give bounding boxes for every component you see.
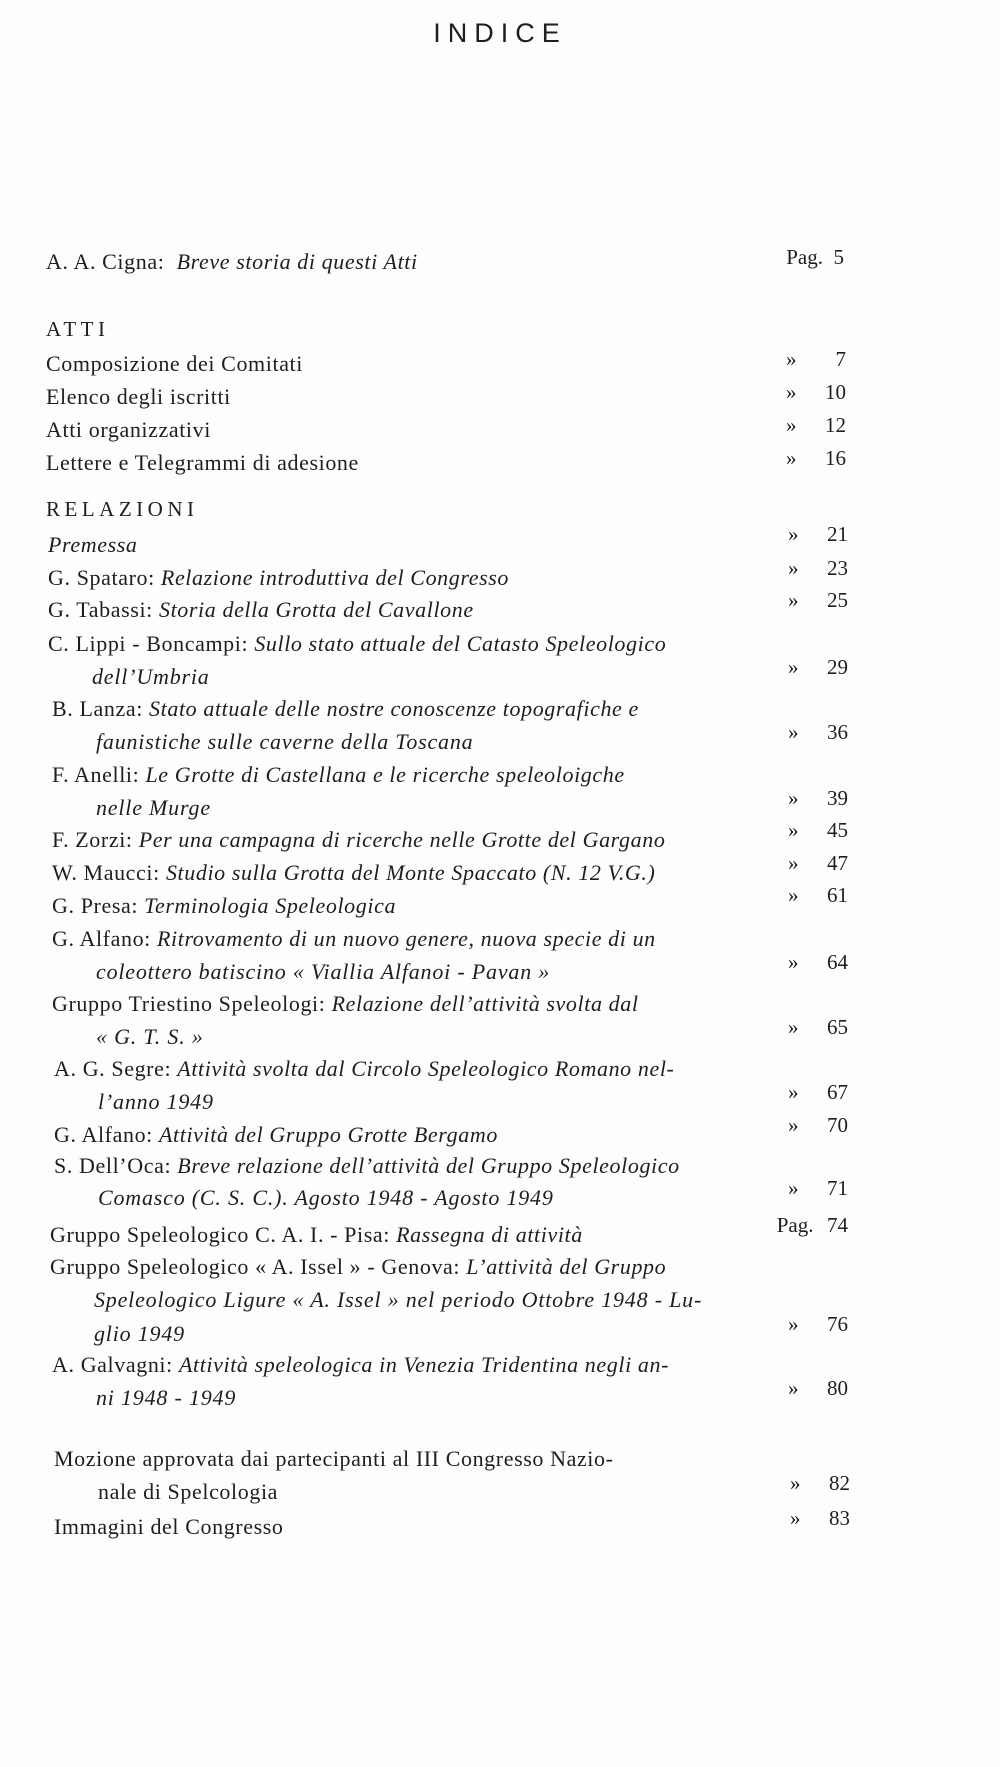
toc-entry-line xyxy=(96,1385,236,1411)
page-number: 25 xyxy=(827,588,848,612)
ditto-mark: » xyxy=(788,588,799,612)
entry-title: Breve relazione dell’attività del Gruppo Speleologico xyxy=(177,1153,680,1178)
ditto-mark: » xyxy=(788,522,799,546)
entry-title: Atti organizzativi xyxy=(46,417,211,442)
toc-entry-line xyxy=(52,762,625,788)
entry-page xyxy=(788,882,848,908)
entry-page xyxy=(788,1375,848,1401)
entry-title: Studio sulla Grotta del Monte Spaccato (N. 12 V.G.) xyxy=(165,860,656,885)
entry-author: G. Spataro: xyxy=(48,565,161,590)
entry-author: G. Alfano: xyxy=(54,1122,159,1147)
page-number: 39 xyxy=(827,786,848,810)
page-number: 64 xyxy=(827,950,848,974)
entry-author: Gruppo Triestino Speleologi: xyxy=(52,991,332,1016)
entry-title: nale di Spelcologia xyxy=(98,1479,279,1504)
entry-title: Ritrovamento di un nuovo genere, nuova specie di un xyxy=(156,926,656,951)
toc-entry-line xyxy=(52,827,665,853)
toc-entry-line xyxy=(96,729,473,755)
toc-entry-line xyxy=(54,1514,284,1540)
entry-page xyxy=(788,1112,848,1138)
entry-page xyxy=(788,555,848,581)
ditto-mark: » xyxy=(788,1176,799,1200)
toc-entry-line xyxy=(54,1153,680,1179)
entry-author: S. Dell’Oca: xyxy=(54,1153,178,1178)
page-number: 83 xyxy=(829,1506,850,1530)
page-number: 47 xyxy=(827,851,848,875)
entry-page xyxy=(788,719,848,745)
toc-entry-line xyxy=(96,959,550,985)
entry-title: Stato attuale delle nostre conoscenze topografiche e xyxy=(149,696,639,721)
entry-title: Attività svolta dal Circolo Speleologico Romano nel- xyxy=(177,1056,675,1081)
toc-entry-line xyxy=(98,1479,278,1505)
page-number: 29 xyxy=(827,655,848,679)
entry-title: coleottero batiscino « Viallia Alfanoi - Pavan » xyxy=(96,959,551,984)
page-number: 7 xyxy=(835,347,846,371)
entry-title: nelle Murge xyxy=(96,795,211,820)
toc-entry-line xyxy=(98,1089,214,1115)
entry-author: F. Anelli: xyxy=(52,762,146,787)
ditto-mark: » xyxy=(788,655,799,679)
entry-page xyxy=(786,346,846,372)
entry-author: G. Presa: xyxy=(52,893,145,918)
toc-entry-line xyxy=(48,565,509,591)
toc-entry-atti xyxy=(46,351,303,377)
ditto-mark: » xyxy=(788,556,799,580)
ditto-mark: » xyxy=(786,380,797,404)
section-heading-atti: ATTI xyxy=(46,317,110,341)
toc-entry-line xyxy=(50,1254,666,1280)
ditto-mark: » xyxy=(788,818,799,842)
toc-entry-line xyxy=(52,860,655,886)
entry-author: A. G. Segre: xyxy=(54,1056,178,1081)
page-number: 67 xyxy=(827,1080,848,1104)
toc-entry-line xyxy=(48,532,138,558)
entry-title: Attività speleologica in Venezia Tridentina negli an- xyxy=(178,1352,670,1377)
toc-entry-line xyxy=(92,664,210,690)
page-number: 5 xyxy=(833,245,844,269)
entry-page xyxy=(788,521,848,547)
entry-title: Relazione introduttiva del Congresso xyxy=(160,565,510,590)
toc-entry-line xyxy=(48,631,666,657)
page-title: INDICE xyxy=(433,18,567,48)
entry-author: G. Tabassi: xyxy=(48,597,159,622)
entry-author: Gruppo Speleologico « A. Issel » - Genova: xyxy=(50,1254,467,1279)
toc-entry-line xyxy=(50,1222,583,1248)
entry-page xyxy=(788,1175,848,1201)
entry-page xyxy=(788,817,848,843)
entry-title: Premessa xyxy=(48,532,138,557)
entry-author: Gruppo Speleologico C. A. I. - Pisa: xyxy=(50,1222,397,1247)
ditto-mark: » xyxy=(788,883,799,907)
page-number: 82 xyxy=(829,1471,850,1495)
entry-title: Sullo stato attuale del Catasto Speleologico xyxy=(254,631,667,656)
ditto-mark: » xyxy=(790,1506,801,1530)
entry-page xyxy=(788,1079,848,1105)
entry-author: F. Zorzi: xyxy=(52,827,139,852)
toc-entry-atti xyxy=(46,417,211,443)
toc-entry-line xyxy=(98,1185,554,1211)
entry-page xyxy=(788,850,848,876)
entry-title: Le Grotte di Castellana e le ricerche speleoloigche xyxy=(145,762,625,787)
entry-title: Attività del Gruppo Grotte Bergamo xyxy=(158,1122,498,1147)
entry-author: A. A. Cigna: xyxy=(46,249,165,274)
entry-page xyxy=(788,785,848,811)
entry-title: Per una campagna di ricerche nelle Grotte del Gargano xyxy=(138,827,666,852)
entry-title: Storia della Grotta del Cavallone xyxy=(158,597,474,622)
entry-title: Mozione approvata dai partecipanti al III Congresso Nazio- xyxy=(54,1446,614,1471)
entry-title: faunistiche sulle caverne della Toscana xyxy=(96,729,474,754)
entry-title: L’attività del Gruppo xyxy=(466,1254,667,1279)
entry-page xyxy=(788,949,848,975)
page-number: 61 xyxy=(827,883,848,907)
page-number: 80 xyxy=(827,1376,848,1400)
toc-entry-line xyxy=(54,1122,498,1148)
toc-entry-atti xyxy=(46,384,231,410)
entry-title: Rassegna di attività xyxy=(396,1222,583,1247)
page-number: 23 xyxy=(827,556,848,580)
ditto-mark: » xyxy=(788,786,799,810)
entry-title: « G. T. S. » xyxy=(96,1024,204,1049)
entry-author: B. Lanza: xyxy=(52,696,150,721)
page-prefix: Pag. xyxy=(786,245,823,269)
toc-entry-line xyxy=(54,1056,674,1082)
ditto-mark: » xyxy=(788,720,799,744)
entry-title: Elenco degli iscritti xyxy=(46,384,231,409)
entry-page xyxy=(786,379,846,405)
page-number: 70 xyxy=(827,1113,848,1137)
page-number: 74 xyxy=(827,1213,848,1237)
entry-title: Speleologico Ligure « A. Issel » nel periodo Ottobre 1948 - Lu- xyxy=(94,1287,703,1312)
page-prefix: Pag. xyxy=(776,1213,824,1237)
page-number: 65 xyxy=(827,1015,848,1039)
ditto-mark: » xyxy=(788,851,799,875)
ditto-mark: » xyxy=(788,1376,799,1400)
page-number: 71 xyxy=(827,1176,848,1200)
page-number: 45 xyxy=(827,818,848,842)
toc-entry-intro xyxy=(46,249,418,275)
ditto-mark: » xyxy=(786,446,797,470)
entry-title: l’anno 1949 xyxy=(98,1089,214,1114)
entry-title: Composizione dei Comitati xyxy=(46,351,303,376)
toc-entry-line xyxy=(94,1287,702,1313)
ditto-mark: » xyxy=(788,1015,799,1039)
ditto-mark: » xyxy=(786,413,797,437)
entry-title: Immagini del Congresso xyxy=(54,1514,284,1539)
entry-page xyxy=(786,412,846,438)
page-number: 21 xyxy=(827,522,848,546)
ditto-mark: » xyxy=(788,1312,799,1336)
entry-title: glio 1949 xyxy=(94,1321,185,1346)
toc-entry-line xyxy=(96,1024,204,1050)
page-number: 10 xyxy=(825,380,846,404)
toc-entry-atti xyxy=(46,450,359,476)
entry-title: Terminologia Speleologica xyxy=(144,893,397,918)
entry-page xyxy=(790,1470,850,1496)
entry-title: Comasco (C. S. C.). Agosto 1948 - Agosto 1949 xyxy=(98,1185,554,1210)
entry-page xyxy=(786,445,846,471)
entry-page xyxy=(788,1014,848,1040)
toc-entry-line xyxy=(52,893,396,919)
page-number: 36 xyxy=(827,720,848,744)
entry-title: ni 1948 - 1949 xyxy=(96,1385,237,1410)
section-heading-relazioni: RELAZIONI xyxy=(46,497,199,521)
entry-author: G. Alfano: xyxy=(52,926,157,951)
toc-entry-line xyxy=(52,991,639,1017)
ditto-mark: » xyxy=(788,1113,799,1137)
entry-page xyxy=(788,1311,848,1337)
toc-entry-line xyxy=(52,696,639,722)
page-number: 16 xyxy=(825,446,846,470)
ditto-mark: » xyxy=(788,950,799,974)
entry-author: A. Galvagni: xyxy=(52,1352,179,1377)
ditto-mark: » xyxy=(790,1471,801,1495)
ditto-mark: » xyxy=(788,1080,799,1104)
page-number: 12 xyxy=(825,413,846,437)
entry-author: W. Maucci: xyxy=(52,860,166,885)
toc-entry-line xyxy=(52,1352,669,1378)
ditto-mark: » xyxy=(786,347,797,371)
entry-page xyxy=(788,587,848,613)
entry-title: Relazione dell’attività svolta dal xyxy=(331,991,639,1016)
entry-page xyxy=(788,654,848,680)
toc-entry-line xyxy=(96,795,211,821)
entry-title: Lettere e Telegrammi di adesione xyxy=(46,450,359,475)
entry-page xyxy=(790,1505,850,1531)
page-number: 76 xyxy=(827,1312,848,1336)
entry-title: dell’Umbria xyxy=(92,664,210,689)
entry-page-intro xyxy=(786,244,844,270)
entry-page xyxy=(777,1212,848,1238)
entry-title: Breve storia di questi Atti xyxy=(176,249,418,274)
entry-author: C. Lippi - Boncampi: xyxy=(48,631,255,656)
toc-entry-line xyxy=(54,1446,614,1472)
toc-entry-line xyxy=(94,1321,185,1347)
toc-entry-line xyxy=(52,926,656,952)
toc-entry-line xyxy=(48,597,474,623)
